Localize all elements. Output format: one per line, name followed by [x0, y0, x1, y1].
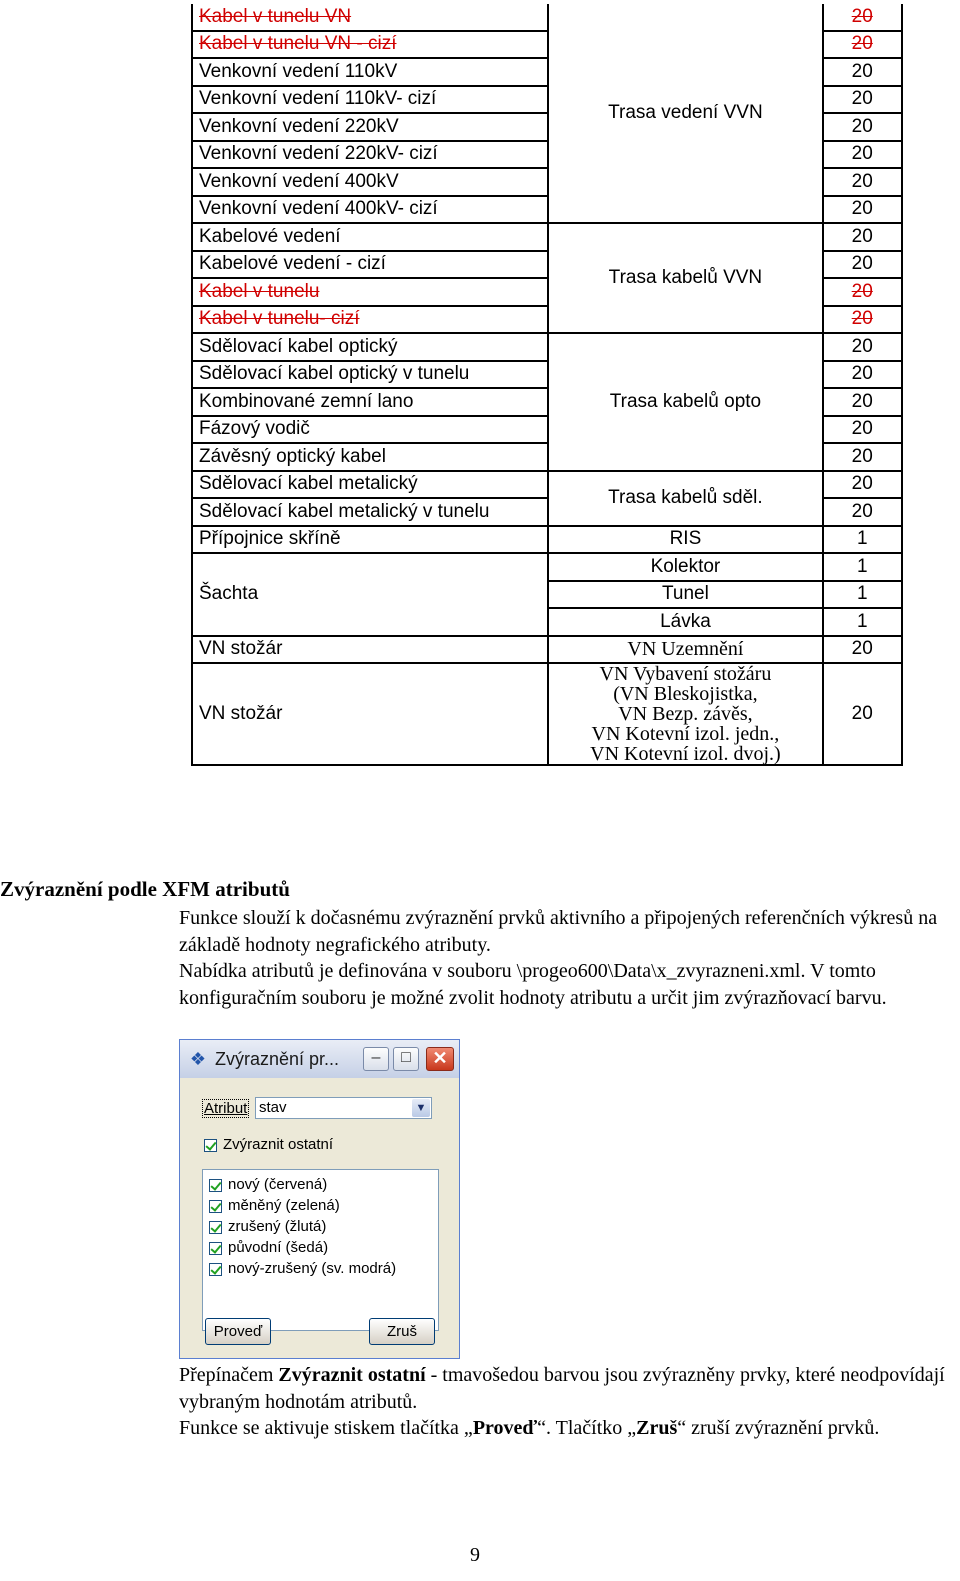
table-cell-value: 20 [823, 113, 903, 141]
paragraph: Funkce slouží k dočasnému zvýraznění prvků aktivního a připojených referenčních výkresů na základě hodnoty negrafického atributy. [179, 907, 938, 956]
group-vybaveni [548, 663, 822, 765]
group-lavka: Lávka [548, 608, 822, 636]
value-listbox[interactable] [202, 1169, 439, 1331]
list-item[interactable] [203, 1237, 438, 1258]
list-item-label: původní (šedá) [228, 1239, 329, 1256]
checkbox-checked-icon[interactable] [209, 1242, 222, 1255]
table-cell-value: 20 [823, 333, 903, 361]
vybaveni-line: VN Vybavení stožáru [599, 663, 772, 685]
group-uzemneni: VN Uzemnění [548, 636, 822, 664]
highlight-dialog [179, 1039, 460, 1359]
table-cell-name: Kabelové vedení - cizí [192, 251, 548, 279]
table-cell-name: Šachta [192, 553, 548, 636]
table-cell-name: Venkovní vedení 220kV [192, 113, 548, 141]
table-cell-value: 1 [823, 526, 903, 554]
minimize-icon[interactable]: – [363, 1047, 389, 1071]
list-item-label: nový-zrušený (sv. modrá) [228, 1260, 397, 1277]
table-cell-value: 20 [823, 361, 903, 389]
checkbox-checked-icon[interactable] [209, 1263, 222, 1276]
group-kolektor: Kolektor [548, 553, 822, 581]
table-cell-name: Přípojnice skříně [192, 526, 548, 554]
table-cell-name: Kabel v tunelu VN - cizí [192, 31, 548, 59]
table-cell-value: 1 [823, 581, 903, 609]
paragraph [179, 1362, 954, 1415]
paragraph: Nabídka atributů je definována v souboru \progeo600\Data\x_zvyrazneni.xml. V tomto konfiguračním souboru je možné zvolit hodnoty atributu a určit jim zvýrazňovací barvu. [179, 960, 887, 1009]
table-cell-name: Venkovní vedení 110kV [192, 58, 548, 86]
table-cell-name: VN stožár [192, 636, 548, 664]
table-cell-value: 20 [823, 4, 903, 31]
table-cell-value: 20 [823, 443, 903, 471]
list-item[interactable] [203, 1216, 438, 1237]
para4-text: “. Tlačítko „ [537, 1417, 637, 1439]
table-cell-value: 20 [823, 636, 903, 664]
app-icon: ❖ [189, 1049, 207, 1069]
group-ris: RIS [548, 526, 822, 554]
section-heading: Zvýraznění podle XFM atributů [0, 877, 290, 901]
table-cell-name: Sdělovací kabel metalický v tunelu [192, 498, 548, 526]
group-opto: Trasa kabelů opto [548, 333, 822, 471]
para4-text: “ zruší zvýraznění prvků. [677, 1417, 880, 1439]
table-cell-name: VN stožár [192, 663, 548, 765]
table-cell-name: Venkovní vedení 110kV- cizí [192, 86, 548, 114]
table-cell-name: Venkovní vedení 400kV [192, 168, 548, 196]
table-cell-name: Sdělovací kabel optický v tunelu [192, 361, 548, 389]
table-cell-name: Sdělovací kabel optický [192, 333, 548, 361]
dialog-title-bar[interactable] [180, 1040, 459, 1078]
list-item-label: zrušený (žlutá) [228, 1218, 327, 1235]
table-cell-name: Kabel v tunelu VN [192, 4, 548, 31]
table-cell-value: 20 [823, 306, 903, 334]
group-sdel: Trasa kabelů sděl. [548, 471, 822, 526]
checkbox-checked-icon[interactable] [209, 1179, 222, 1192]
checkbox-checked-icon[interactable] [209, 1200, 222, 1213]
table-cell-value: 20 [823, 388, 903, 416]
table-cell-name: Kabel v tunelu- cizí [192, 306, 548, 334]
cancel-button[interactable]: Zruš [369, 1318, 435, 1345]
list-item[interactable] [203, 1174, 438, 1195]
para4-bold: Zruš [636, 1417, 678, 1439]
highlight-other-label: Zvýraznit ostatní [223, 1136, 334, 1153]
maximize-icon[interactable]: □ [393, 1047, 419, 1071]
para4-bold: Proveď [472, 1417, 538, 1439]
table-cell-value: 20 [823, 196, 903, 224]
close-icon[interactable]: ✕ [426, 1047, 454, 1071]
para3-text: - tmavošedou barvou jsou zvýrazněny prvky, které neodpovídají vybraným hodnotám atributů. [179, 1364, 945, 1413]
group-vvn: Trasa vedení VVN [548, 4, 822, 223]
table-cell-value: 20 [823, 86, 903, 114]
group-kabely-vvn: Trasa kabelů VVN [548, 223, 822, 333]
list-item[interactable] [203, 1258, 438, 1279]
table-cell-name: Sdělovací kabel metalický [192, 471, 548, 499]
table-cell-name: Venkovní vedení 400kV- cizí [192, 196, 548, 224]
table-cell-name: Kabel v tunelu [192, 278, 548, 306]
highlight-other-checkbox[interactable] [204, 1136, 333, 1153]
list-item-label: nový (červená) [228, 1176, 328, 1193]
vybaveni-line: VN Kotevní izol. jedn., [591, 723, 780, 745]
table-cell-value: 20 [823, 471, 903, 499]
group-tunel: Tunel [548, 581, 822, 609]
table-cell-value: 20 [823, 251, 903, 279]
table-cell-value: 20 [823, 278, 903, 306]
table-cell-name: Kombinované zemní lano [192, 388, 548, 416]
table-cell-value: 20 [823, 31, 903, 59]
attribute-table [191, 4, 903, 766]
table-cell-value: 20 [823, 223, 903, 251]
checkbox-checked-icon[interactable] [204, 1139, 217, 1152]
page-number: 9 [470, 1544, 480, 1566]
table-cell-value: 20 [823, 498, 903, 526]
table-cell-value: 20 [823, 663, 903, 765]
table-cell-value: 20 [823, 168, 903, 196]
table-cell-value: 20 [823, 58, 903, 86]
table-cell-value: 20 [823, 416, 903, 444]
list-item-label: měněný (zelená) [228, 1197, 340, 1214]
table-cell-value: 20 [823, 141, 903, 169]
para3-text: Přepínačem [179, 1364, 279, 1386]
vybaveni-line: VN Bezp. závěs, [618, 703, 753, 725]
list-item[interactable] [203, 1195, 438, 1216]
checkbox-checked-icon[interactable] [209, 1221, 222, 1234]
attribute-select[interactable] [255, 1097, 432, 1119]
vybaveni-line: (VN Bleskojistka, [613, 683, 758, 705]
para3-bold: Zvýraznit ostatní [278, 1364, 426, 1386]
table-cell-name: Kabelové vedení [192, 223, 548, 251]
dialog-title: Zvýraznění pr... [215, 1048, 340, 1069]
table-cell-name: Venkovní vedení 220kV- cizí [192, 141, 548, 169]
attribute-label: Atribut [204, 1100, 248, 1117]
attribute-select-value: stav [259, 1099, 287, 1116]
vybaveni-line: VN Kotevní izol. dvoj.) [590, 743, 781, 765]
table-cell-value: 1 [823, 553, 903, 581]
table-cell-name: Fázový vodič [192, 416, 548, 444]
chevron-down-icon[interactable]: ▼ [412, 1099, 430, 1117]
paragraph [179, 1415, 954, 1442]
run-button[interactable]: Proveď [205, 1318, 271, 1345]
table-cell-name: Závěsný optický kabel [192, 443, 548, 471]
table-cell-value: 1 [823, 608, 903, 636]
para4-text: Funkce se aktivuje stiskem tlačítka „ [179, 1417, 473, 1439]
